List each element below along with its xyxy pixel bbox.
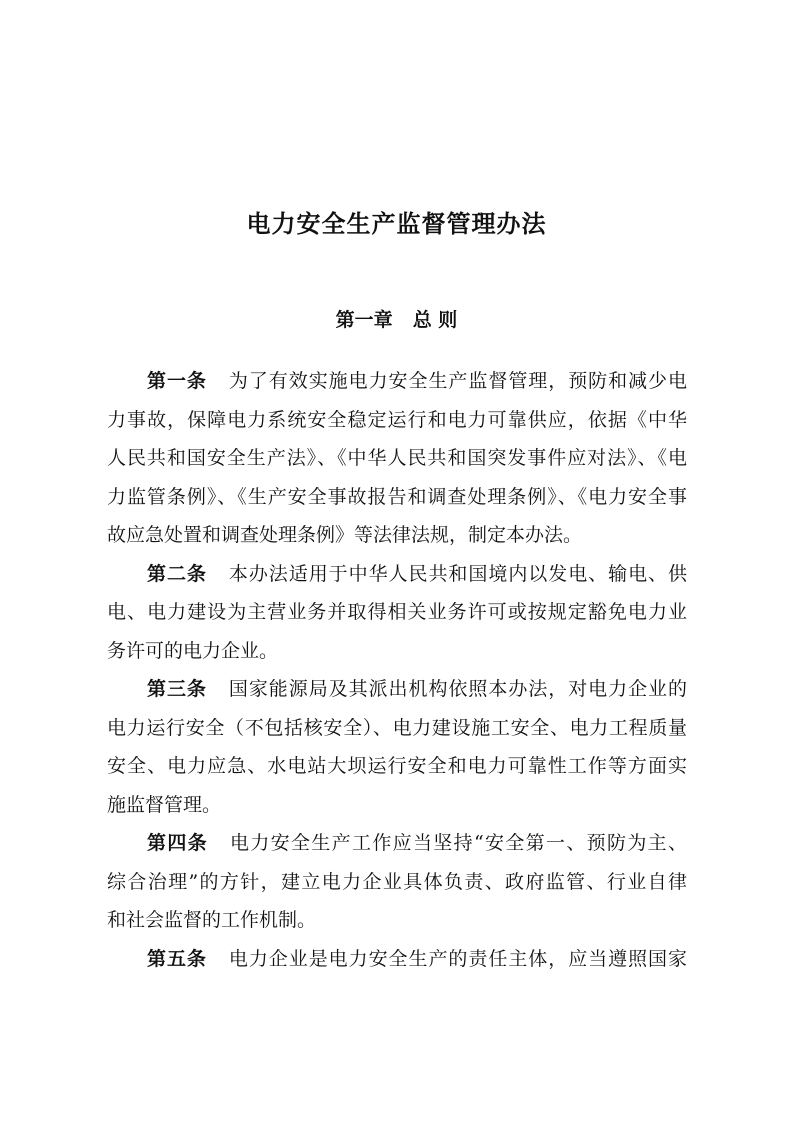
article-text: 本办法适用于中华人民共和国境内以发电、输电、供 bbox=[228, 562, 687, 585]
article-line bbox=[107, 593, 687, 632]
article-line bbox=[107, 632, 687, 671]
article-line bbox=[107, 863, 687, 902]
article-line bbox=[107, 940, 687, 979]
article-line bbox=[107, 786, 687, 825]
document-body bbox=[107, 362, 687, 978]
chapter-name: 总 则 bbox=[412, 309, 458, 331]
article-text: 力事故，保障电力系统安全稳定运行和电力可靠供应，依据《中华 bbox=[107, 408, 687, 431]
article-text: 综合治理”的方针，建立电力企业具体负责、政府监管、行业自律 bbox=[107, 870, 687, 893]
article-text: 故应急处置和调查处理条例》等法律法规，制定本办法。 bbox=[107, 524, 583, 546]
article-line bbox=[107, 901, 687, 940]
article-line bbox=[107, 747, 687, 786]
article-text: 电力安全生产工作应当坚持“安全第一、预防为主、 bbox=[230, 832, 687, 854]
article-text: 力监管条例》、《生产安全事故报告和调查处理条例》、《电力安全事 bbox=[107, 485, 687, 508]
chapter-heading bbox=[0, 305, 793, 332]
article-line bbox=[107, 824, 687, 863]
article-text: 电力企业是电力安全生产的责任主体，应当遵照国家 bbox=[228, 947, 687, 970]
article-label: 第四条 bbox=[147, 832, 208, 854]
article-line bbox=[107, 362, 687, 401]
article-text: 务许可的电力企业。 bbox=[107, 639, 279, 662]
article-label: 第五条 bbox=[147, 947, 207, 970]
article-line bbox=[107, 516, 687, 555]
document-title: 电力安全生产监督管理办法 bbox=[246, 210, 547, 238]
article-line bbox=[107, 478, 687, 517]
article-text: 电力运行安全（不包括核安全）、电力建设施工安全、电力工程质量 bbox=[107, 716, 687, 739]
article-label: 第一条 bbox=[147, 370, 207, 392]
article-text: 为了有效实施电力安全生产监督管理，预防和减少电 bbox=[228, 370, 687, 392]
article-text: 安全、电力应急、水电站大坝运行安全和电力可靠性工作等方面实 bbox=[107, 755, 687, 777]
article-line bbox=[107, 670, 687, 709]
article-text: 和社会监督的工作机制。 bbox=[107, 909, 317, 931]
article-label: 第二条 bbox=[147, 562, 207, 585]
article-text: 国家能源局及其派出机构依照本办法，对电力企业的 bbox=[228, 678, 687, 700]
chapter-number: 第一章 bbox=[335, 309, 393, 331]
article-line bbox=[107, 709, 687, 748]
article-line bbox=[107, 439, 687, 478]
article-line bbox=[107, 555, 687, 594]
article-label: 第三条 bbox=[147, 678, 207, 700]
article-line bbox=[107, 401, 687, 440]
article-text: 施监督管理。 bbox=[107, 793, 222, 816]
article-text: 电、电力建设为主营业务并取得相关业务许可或按规定豁免电力业 bbox=[107, 601, 687, 623]
article-text: 人民共和国安全生产法》、《中华人民共和国突发事件应对法》、《电 bbox=[107, 447, 687, 469]
